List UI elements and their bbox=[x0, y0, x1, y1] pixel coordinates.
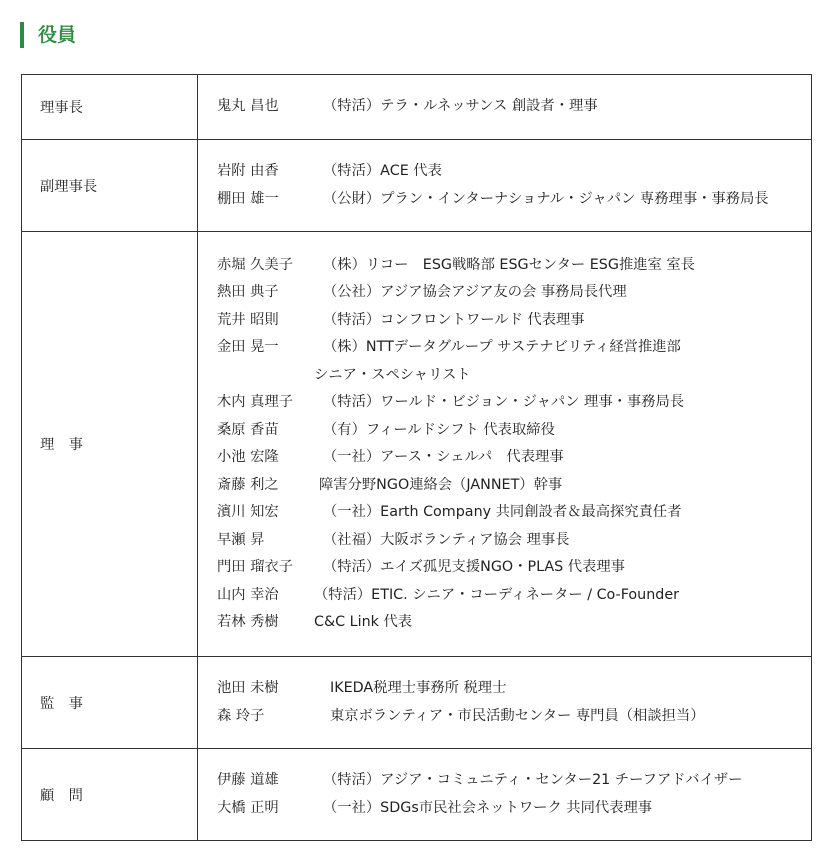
member-affiliation: （特活）テラ・ルネッサンス 創設者・理事 bbox=[323, 98, 598, 115]
member-line bbox=[217, 417, 811, 445]
member-affiliation: C&C Link 代表 bbox=[314, 614, 413, 630]
member-affiliation: （特活）ACE 代表 bbox=[323, 163, 442, 179]
member-name: 斎藤 利之 bbox=[217, 476, 279, 493]
member-name: 山内 幸治 bbox=[217, 586, 279, 603]
member-line bbox=[217, 582, 811, 610]
officers-table-body bbox=[22, 75, 812, 841]
member-line bbox=[217, 554, 811, 582]
member-line bbox=[217, 362, 811, 390]
members-cell bbox=[198, 232, 812, 657]
member-name: 小池 宏隆 bbox=[217, 449, 279, 465]
member-affiliation: （特活）ETIC. シニア・コーディネーター / Co-Founder bbox=[314, 586, 680, 603]
member-line bbox=[217, 307, 811, 335]
officers-row bbox=[22, 749, 812, 841]
member-line bbox=[217, 186, 811, 214]
members-cell bbox=[198, 657, 812, 749]
role-cell: 理事長 bbox=[22, 75, 198, 140]
member-affiliation: （公社）アジア協会アジア友の会 事務局長代理 bbox=[323, 284, 627, 300]
member-line bbox=[217, 158, 811, 186]
member-name: 赤堀 久美子 bbox=[217, 256, 294, 273]
member-name: 荒井 昭則 bbox=[217, 311, 279, 328]
member-line bbox=[217, 93, 811, 121]
members-cell bbox=[198, 140, 812, 232]
role-cell: 顧 問 bbox=[22, 749, 198, 841]
member-name: 桑原 香苗 bbox=[217, 421, 279, 438]
officers-row bbox=[22, 140, 812, 232]
members-cell bbox=[198, 749, 812, 841]
member-affiliation: （特活）ワールド・ビジョン・ジャパン 理事・事務局長 bbox=[323, 394, 685, 410]
member-affiliation: （特活）コンフロントワールド 代表理事 bbox=[323, 311, 585, 328]
member-affiliation: 東京ボランティア・市民活動センター 専門員（相談担当） bbox=[330, 707, 705, 724]
member-line bbox=[217, 767, 811, 795]
member-line bbox=[217, 675, 811, 703]
member-affiliation: （特活）アジア・コミュニティ・センター21 チーフアドバイザー bbox=[323, 772, 743, 788]
member-name: 岩附 由香 bbox=[217, 163, 279, 179]
member-line bbox=[217, 795, 811, 823]
member-line bbox=[217, 527, 811, 555]
member-affiliation: シニア・スペシャリスト bbox=[314, 366, 471, 383]
role-cell: 副理事長 bbox=[22, 140, 198, 232]
member-affiliation: （特活）エイズ孤児支援NGO・PLAS 代表理事 bbox=[323, 559, 625, 575]
members-cell bbox=[198, 75, 812, 140]
member-name: 熱田 典子 bbox=[217, 284, 279, 300]
officers-row bbox=[22, 657, 812, 749]
member-affiliation: （株）リコー ESG戦略部 ESGセンター ESG推進室 室長 bbox=[323, 256, 695, 273]
member-line bbox=[217, 499, 811, 527]
member-affiliation: （一社）アース・シェルパ 代表理事 bbox=[323, 449, 564, 465]
member-affiliation: （有）フィールドシフト 代表取締役 bbox=[323, 421, 555, 438]
member-name: 森 玲子 bbox=[217, 707, 265, 724]
officers-table bbox=[21, 74, 812, 841]
role-cell: 監 事 bbox=[22, 657, 198, 749]
member-line bbox=[217, 389, 811, 417]
member-affiliation: 障害分野NGO連絡会（JANNET）幹事 bbox=[319, 476, 563, 493]
member-name: 門田 瑠衣子 bbox=[217, 559, 294, 575]
member-affiliation: （公財）プラン・インターナショナル・ジャパン 専務理事・事務局長 bbox=[323, 190, 769, 207]
member-line bbox=[217, 444, 811, 472]
member-name: 伊藤 道雄 bbox=[217, 772, 279, 788]
member-name: 大橋 正明 bbox=[217, 799, 279, 816]
member-line bbox=[217, 252, 811, 280]
role-cell: 理 事 bbox=[22, 232, 198, 657]
section-heading: 役員 bbox=[20, 22, 76, 48]
member-line bbox=[217, 472, 811, 500]
member-name: 若林 秀樹 bbox=[217, 614, 279, 630]
member-affiliation: （社福）大阪ボランティア協会 理事長 bbox=[323, 531, 570, 548]
member-affiliation: IKEDA税理士事務所 税理士 bbox=[330, 680, 507, 696]
member-name: 棚田 雄一 bbox=[217, 190, 279, 207]
member-name: 金田 晃一 bbox=[217, 339, 279, 355]
member-name: 早瀬 昇 bbox=[217, 531, 265, 548]
member-line bbox=[217, 334, 811, 362]
member-name: 池田 未樹 bbox=[217, 680, 279, 696]
member-line bbox=[217, 703, 811, 731]
member-affiliation: （株）NTTデータグループ サステナビリティ経営推進部 bbox=[323, 339, 681, 355]
officers-row bbox=[22, 232, 812, 657]
member-affiliation: （一社）Earth Company 共同創設者＆最高探究責任者 bbox=[323, 504, 682, 520]
member-line bbox=[217, 279, 811, 307]
member-affiliation: （一社）SDGs市民社会ネットワーク 共同代表理事 bbox=[323, 799, 653, 816]
member-name: 木内 真理子 bbox=[217, 394, 294, 410]
member-name: 濱川 知宏 bbox=[217, 504, 279, 520]
member-line bbox=[217, 609, 811, 637]
officers-row bbox=[22, 75, 812, 140]
member-name: 鬼丸 昌也 bbox=[217, 98, 279, 115]
